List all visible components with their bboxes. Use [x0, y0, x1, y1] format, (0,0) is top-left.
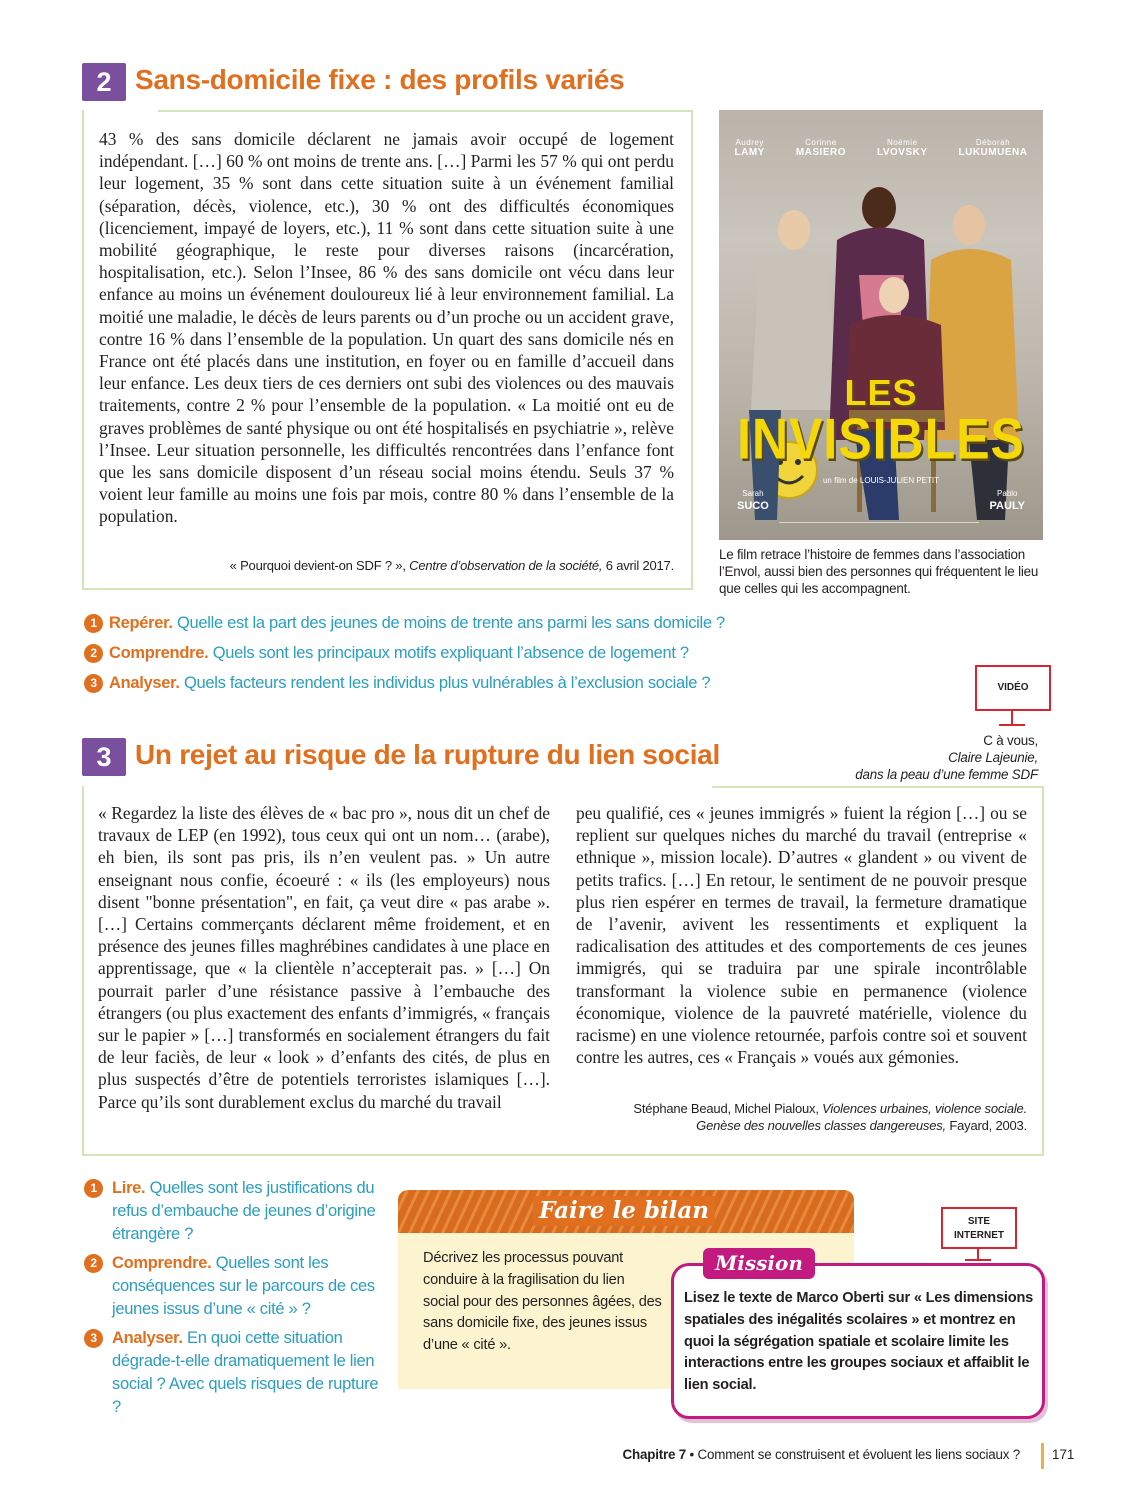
poster-credit-right: Pablo PAULY: [989, 489, 1025, 512]
document-source: « Pourquoi devient-on SDF ? », Centre d’observation de la société, 6 avril 2017.: [229, 558, 674, 573]
question-2: 2 Comprendre. Quels sont les principaux motifs expliquant l’absence de logement ?: [84, 642, 689, 664]
mission-title: Mission: [703, 1248, 815, 1279]
film-poster: [719, 110, 1043, 540]
footer-separator: [1041, 1443, 1044, 1469]
question-number-badge: 2: [84, 644, 103, 663]
poster-caption: Le film retrace l’histoire de femmes dans l’association l’Envol, aussi bien des personnes qui fréquentent le lieu que celles qui les accompagnent.: [719, 547, 1039, 596]
question-1: 1 Repérer. Quelle est la part des jeunes de moins de trente ans parmi les sans domicile ?: [84, 612, 725, 634]
site-link-icon[interactable]: SITE INTERNET: [941, 1207, 1017, 1249]
video-caption: C à vous, Claire Lajeunie, dans la peau d’une femme SDF: [855, 733, 1038, 782]
video-icon-base: [999, 724, 1025, 726]
section-number-badge: 2: [82, 63, 126, 101]
question-2: 2 Comprendre. Quelles sont les conséquences sur le parcours de ces jeunes issus d’une « cité » ?: [84, 1252, 384, 1321]
bilan-text: Décrivez les processus pouvant conduire à la fragilisation du lien social pour des personnes âgées, des sans domicile fixe, des jeunes issus d’une « cité ».: [423, 1250, 662, 1354]
document-text: 43 % des sans domicile déclarent ne jamais avoir occupé de logement indépendant. […] 60 % ont moins de trente ans. […] Parmi les 57 % qui ont perdu leur logement, 35 % sont dans cette situation suite à un événement familial (séparation, décès, violence, etc.), 30 % ont des difficultés économiques (licenciement, impayé de loyers, etc.), 11 % sont dans cette situation suite à une mobilité géographique, le reste pour diverses raisons (incarcération, hospitalisation, etc.). Selon l’Insee, 86 % des sans domicile ont vécu dans leur enfance au moins un événement douloureux lié à leur environnement familial. La moitié une maladie, le décès de leurs parents ou d’un proche ou un accident grave, contre 16 % dans l’ensemble de la population. Un quart des sans domicile nés en France ont été placés dans une institution, en foyer ou en famille d’accueil dans leur enfance. Les deux tiers de ces derniers ont subi des violences ou des mauvais traitements, contre 2 % pour l’ensemble de la population. « La moitié ont eu de graves problèmes de santé physique ou ont été hospitalisés en psychiatrie », relève l’Insee. Leur situation personnelle, les difficultés rencontrées dans l’enfance font que les sans domicile disposent d’un réseau social moins étendu. Seuls 37 % voient leur famille au moins une fois par mois, contre 80 % dans l’ensemble de la population.: [99, 129, 674, 527]
poster-title-line1: LES: [844, 372, 918, 413]
section-number-badge: 3: [82, 738, 126, 776]
poster-director: un film de LOUIS-JULIEN PETIT: [822, 476, 940, 485]
question-number-badge: 1: [84, 614, 103, 633]
poster-actor-names: Audrey LAMY Corinne MASIERO Noémie LVOVSKY Déborah LUKUMUENA: [734, 138, 1028, 158]
video-link-icon[interactable]: VIDÉO: [975, 665, 1051, 711]
bilan-header: [398, 1190, 854, 1233]
page-footer: Chapitre 7 • Comment se construisent et évoluent les liens sociaux ?: [622, 1447, 1020, 1462]
section-title: Un rejet au risque de la rupture du lien social: [135, 739, 720, 770]
poster-credit-left: Sarah SUCO: [737, 489, 769, 512]
page-number: 171: [1052, 1447, 1075, 1462]
question-number-badge: 3: [84, 1329, 103, 1348]
mission-text: Lisez le texte de Marco Oberti sur « Les dimensions spatiales des inégalités scolaires » et montrez en quoi la ségrégation spatiale et scolaire limite les interactions entre les groupes sociaux et affaiblit le lien social.: [684, 1290, 1034, 1394]
poster-billing-block: [779, 522, 979, 532]
document-text-column-2: peu qualifié, ces « jeunes immigrés » fuient la région […] ou se replient sur quelques niches du marché du travail (entreprise « ethnique », mission locale). D’autres « glandent » ou vivent de petits trafics. […] En retour, le sentiment de ne pouvoir presque plus rien espérer en termes de travail, la fermeture dramatique de l’avenir, avivent les ressentiments et expliquent la radicalisation des attitudes et des comportements de ces jeunes immigrés, qui se traduira par une spirale incontrôlable transformant la violence subie en permanence (violence économique, violence de la pauvreté matérielle, violence du racisme) en une violence retournée, parfois contre soi et souvent contre les autres, ces « Français » voués aux gémonies.: [576, 803, 1027, 1068]
question-3: 3 Analyser. En quoi cette situation dégrade-t-elle dramatiquement le lien social ? Avec quels risques de rupture ?: [84, 1327, 384, 1419]
question-number-badge: 1: [84, 1179, 103, 1198]
question-3: 3 Analyser. Quels facteurs rendent les individus plus vulnérables à l’exclusion sociale ?: [84, 672, 710, 694]
poster-title-line2: INVISIBLES: [737, 406, 1025, 472]
question-1: 1 Lire. Quelles sont les justifications du refus d’embauche de jeunes d’origine étrangère ?: [84, 1177, 384, 1246]
section-title: Sans-domicile fixe : des profils variés: [135, 64, 625, 95]
video-icon-stand: [1011, 711, 1013, 724]
question-number-badge: 3: [84, 674, 103, 693]
bilan-title: Faire le bilan: [533, 1196, 715, 1226]
document-text-column-1: « Regardez la liste des élèves de « bac pro », nous dit un chef de travaux de LEP (en 1992), tous ceux qui ont un nom… (arabe), eh bien, ils sont pas pris, ils n’en veulent pas. » Un autre enseignant nous confie, écoeuré : « ils (les employeurs) nous disent "bonne présentation", en fait, ça veut dire « pas arabe ». […] Certains commerçants déclarent même froidement, et en présence des jeunes filles maghrébines candidates à une place en apprentissage, que « la clientèle n’accepterait pas. » […] On pourrait parler d’une résistance passive à l’embauche des étrangers (ou plus exactement des enfants d’immigrés, « français sur le papier » […] transformés en socialement étrangers du fait de leur faciès, de leur « look » d’enfants des cités, de plus en plus suspectés d’être de potentiels terroristes islamiques […]. Parce qu’ils sont durablement exclus du marché du travail: [98, 803, 550, 1112]
document-source: Stéphane Beaud, Michel Pialoux, Violences urbaines, violence sociale. Genèse des nouvelles classes dangereuses, Fayard, 2003.: [633, 1101, 1027, 1133]
site-icon-stand: [977, 1249, 979, 1259]
site-icon-base: [965, 1259, 991, 1261]
question-number-badge: 2: [84, 1254, 103, 1273]
